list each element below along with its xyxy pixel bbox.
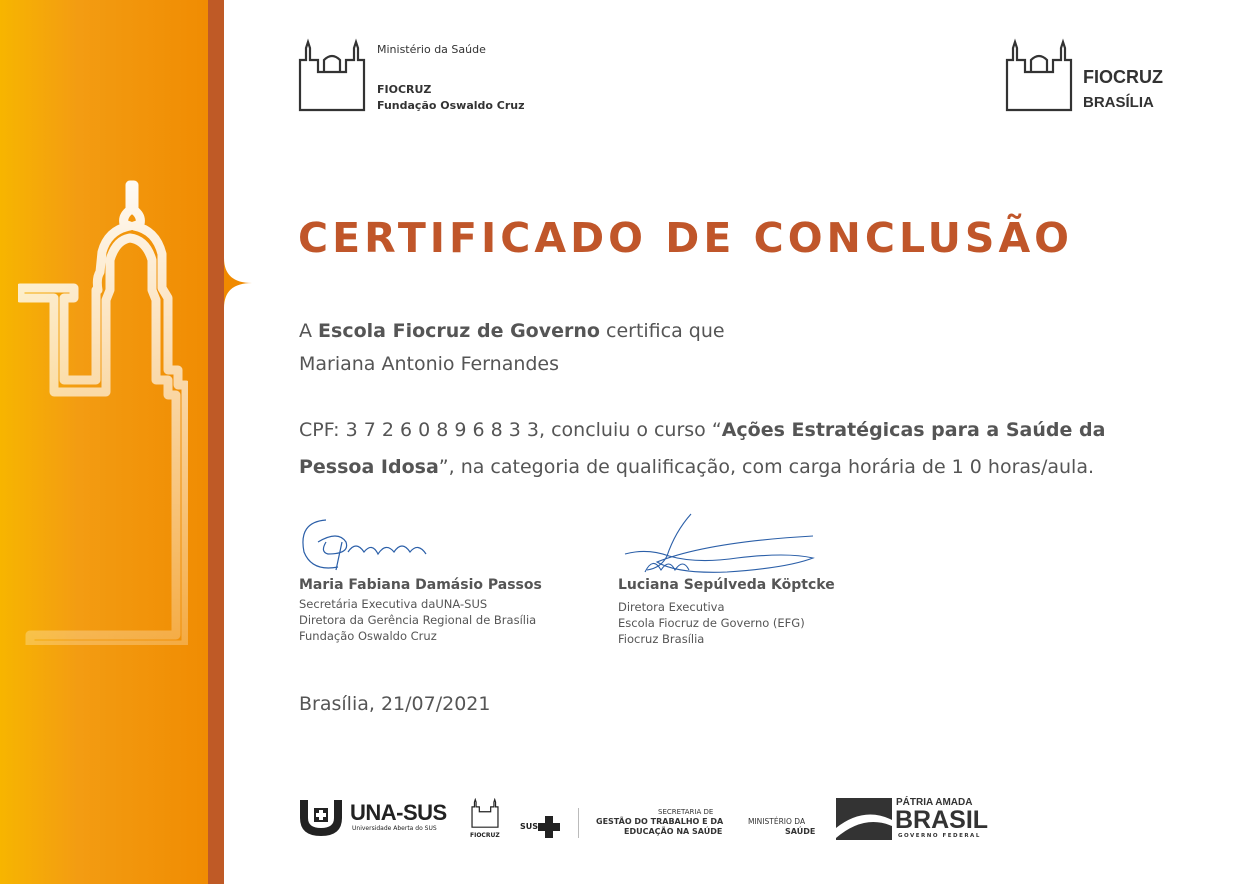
cpf-value: 3 7 2 6 0 8 9 6 8 3 3	[345, 419, 539, 441]
brasilia-label: BRASÍLIA	[1083, 94, 1154, 111]
castle-tower-icon	[18, 180, 188, 645]
ministry-logo	[298, 38, 558, 118]
fiocruz-name: FIOCRUZ	[377, 83, 432, 96]
ministerio-line2: SAÚDE	[785, 827, 816, 836]
course-name: Ações Estratégicas para a Saúde da Pessoa Idosa	[299, 419, 1106, 478]
ministry-name: Ministério da Saúde	[377, 43, 486, 56]
patria-amada: PÁTRIA AMADA	[896, 797, 973, 808]
footer-divider	[578, 808, 579, 838]
fiocruz-castle-icon	[1005, 38, 1073, 112]
signatory-org: Fundação Oswaldo Cruz	[299, 629, 437, 643]
hours-value: 1 0	[951, 456, 982, 478]
ministerio-line1: MINISTÉRIO DA	[748, 817, 806, 826]
signatory-role: Diretora Executiva	[618, 600, 725, 614]
unasus-label: UNA-SUS	[350, 800, 447, 825]
fundacao-name: Fundação Oswaldo Cruz	[377, 99, 525, 112]
fiocruz-label: FIOCRUZ	[1083, 67, 1163, 87]
handwritten-signature-1	[298, 512, 458, 582]
sidebar-dark-stripe	[208, 0, 224, 884]
unasus-subtitle: Universidade Aberta do SUS	[352, 825, 437, 832]
unasus-shield-icon	[298, 798, 344, 838]
handwritten-signature-2	[617, 512, 817, 582]
signature-block-1	[298, 512, 578, 652]
intro-line: A Escola Fiocruz de Governo certifica que	[299, 320, 725, 342]
sus-cross-icon	[538, 816, 560, 838]
fiocruz-footer-label: FIOCRUZ	[470, 832, 500, 839]
school-name: Escola Fiocruz de Governo	[318, 320, 600, 342]
fiocruz-brasilia-logo	[1005, 38, 1205, 118]
signatory-role: Secretária Executiva daUNA-SUS	[299, 597, 488, 611]
signatory-role: Escola Fiocruz de Governo (EFG)	[618, 616, 805, 630]
certificate-title: CERTIFICADO DE CONCLUSÃO	[298, 214, 1074, 262]
sidebar-notch	[224, 258, 252, 308]
secretaria-line1: SECRETARIA DE	[658, 808, 714, 816]
signatory-name: Luciana Sepúlveda Köptcke	[618, 577, 835, 593]
signatory-role: Diretora da Gerência Regional de Brasília	[299, 613, 537, 627]
governo-federal: GOVERNO FEDERAL	[898, 833, 981, 839]
secretaria-line3: EDUCAÇÃO NA SAÚDE	[624, 827, 723, 836]
footer-logos	[298, 796, 998, 846]
fiocruz-castle-icon	[298, 38, 366, 112]
fiocruz-castle-icon	[470, 798, 500, 828]
signatory-name: Maria Fabiana Damásio Passos	[299, 577, 542, 593]
brasil-label: BRASIL	[895, 806, 989, 834]
issue-date: Brasília, 21/07/2021	[299, 693, 491, 715]
secretaria-line2: GESTÃO DO TRABALHO E DA	[596, 817, 724, 826]
brasil-flag-icon	[836, 798, 892, 840]
signatory-org: Fiocruz Brasília	[618, 632, 705, 646]
recipient-name: Mariana Antonio Fernandes	[299, 353, 560, 375]
signature-block-2	[617, 512, 897, 652]
sus-label: SUS	[520, 822, 539, 831]
course-paragraph: CPF: 3 7 2 6 0 8 9 6 8 3 3, concluiu o curso “Ações Estratégicas para a Saúde da Pessoa Idosa”, na categoria de qualificação, com carga horária de 1 0 horas/aula.	[299, 419, 1106, 478]
